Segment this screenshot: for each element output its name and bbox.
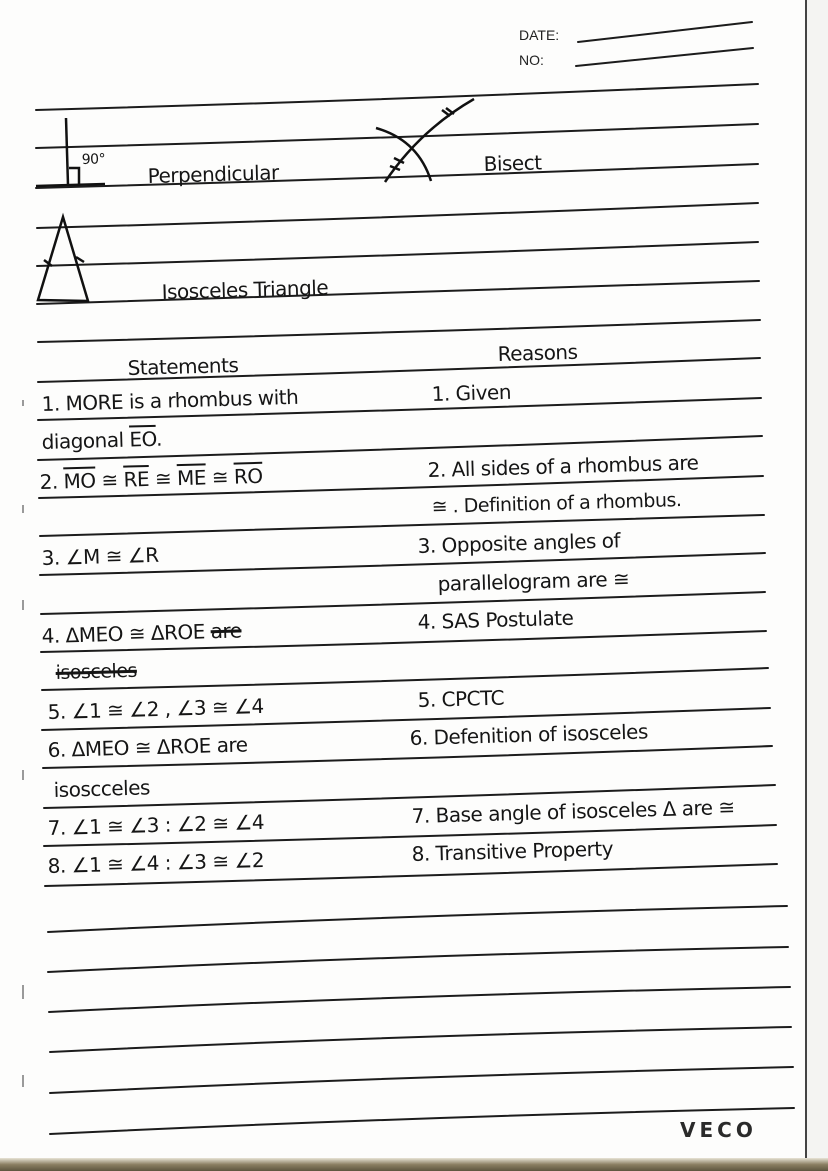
angle-label: 90° [81, 151, 106, 168]
margin-mark [22, 600, 24, 610]
date-field[interactable] [580, 22, 750, 40]
statements-heading: Statements [127, 352, 239, 380]
margin-mark [22, 770, 24, 780]
background-outside-page [807, 0, 828, 1171]
margin-mark [22, 505, 24, 513]
date-label: DATE: [519, 27, 560, 43]
reason-2-line-2: ≅ . Definition of a rhombus. [431, 489, 682, 518]
reason-7: 7. Base angle of isosceles Δ are ≅ [411, 794, 735, 828]
statement-8: 8. ∠1 ≅ ∠4 : ∠3 ≅ ∠2 [47, 847, 265, 878]
margin-mark [22, 400, 24, 406]
no-label: NO: [519, 52, 544, 68]
statement-3: 3. ∠M ≅ ∠R [41, 542, 159, 570]
perpendicular-label: Perpendicular [147, 160, 279, 188]
statement-4-line-1: 4. ΔMEO ≅ ΔROE are [41, 618, 242, 648]
reason-5: 5. CPCTC [417, 685, 505, 712]
isosceles-triangle-icon [38, 217, 88, 301]
statement-6-line-1: 6. ΔMEO ≅ ΔROE are [47, 732, 248, 762]
statement-2: 2. $\overline{MO}$ ≅ $\overline{RE}$ ≅ $\overline{ME}$ ≅ $\overline{RO}$ [39, 463, 263, 494]
reason-8: 8. Transitive Property [411, 836, 614, 866]
statement-5: 5. ∠1 ≅ ∠2 , ∠3 ≅ ∠4 [47, 693, 264, 724]
bisect-label: Bisect [483, 150, 542, 176]
statement-6-line-2: isoscceles [53, 775, 151, 802]
reason-4: 4. SAS Postulate [417, 605, 574, 634]
statement-1-line-1: 1. MORE is a rhombus with [41, 384, 299, 416]
reason-2-line-1: 2. All sides of a rhombus are [427, 450, 699, 482]
margin-mark [22, 1075, 24, 1087]
reason-1: 1. Given [431, 379, 512, 406]
bisect-icon [376, 99, 474, 182]
statement-4-line-2: isosceles [55, 659, 138, 684]
brand-logo: VECO [680, 1118, 757, 1142]
reason-6: 6. Defenition of isosceles [409, 719, 649, 750]
statement-1-line-2: diagonal $\overline{EO}$. [41, 426, 163, 454]
reason-3-line-1: 3. Opposite angles of [417, 528, 621, 558]
page-bottom-edge [0, 1158, 828, 1171]
isosceles-label: Isosceles Triangle [161, 275, 329, 304]
reasons-heading: Reasons [497, 339, 578, 366]
no-field[interactable] [580, 46, 750, 64]
statement-7: 7. ∠1 ≅ ∠3 : ∠2 ≅ ∠4 [47, 809, 265, 840]
margin-mark [22, 985, 24, 999]
reason-3-line-2: parallelogram are ≅ [437, 566, 630, 596]
